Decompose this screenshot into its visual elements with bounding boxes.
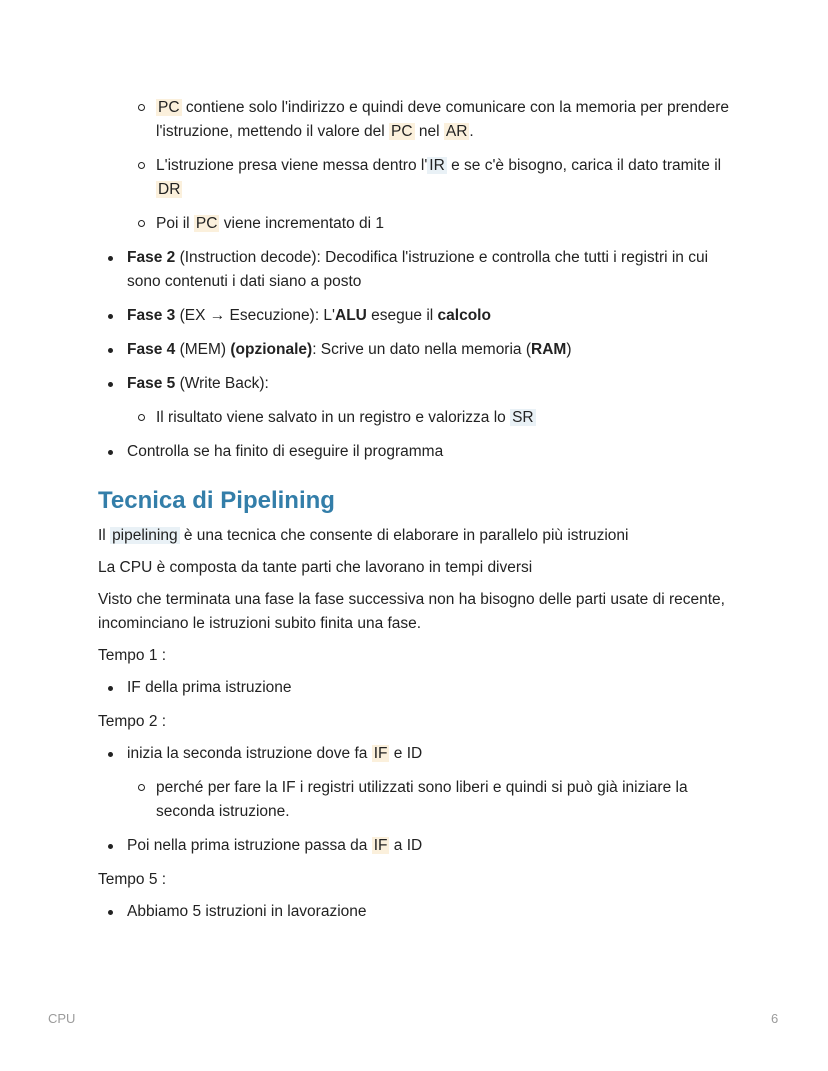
tempo-2-sublist xyxy=(98,776,738,824)
footer-title: CPU xyxy=(48,1011,76,1026)
inline-code-pc: PC xyxy=(195,215,218,232)
paragraph: Il pipelining è una tecnica che consente di elaborare in parallelo più istruzioni xyxy=(98,527,629,544)
inline-code-dr: DR xyxy=(158,181,181,198)
inline-code-sr: SR xyxy=(512,409,534,426)
page-number: 6 xyxy=(771,1011,779,1026)
list-item-fase-2: Fase 2 (Instruction decode): Decodifica l'istruzione e controlla che tutti i registri in cui sono contenuti i dati siano a posto xyxy=(98,246,738,294)
tempo-1-list xyxy=(98,676,738,700)
list-item: Il risultato viene salvato in un registro e valorizza lo SR xyxy=(98,406,738,430)
list-item-fase-3: Fase 3 (EX → Esecuzione): L'ALU esegue il calcolo xyxy=(98,304,738,328)
section-heading: Tecnica di Pipelining xyxy=(98,487,335,514)
list-item: L'istruzione presa viene messa dentro l' IR e se c'è bisogno, carica il dato tramite il DR xyxy=(98,154,738,202)
list-item-fase-4: Fase 4 (MEM) (opzionale): Scrive un dato nella memoria (RAM) xyxy=(98,338,738,362)
paragraph: Visto che terminata una fase la fase successiva non ha bisogno delle parti usate di recente, incominciano le istruzioni subito finita una fase. xyxy=(98,591,725,632)
list-item: Abbiamo 5 istruzioni in lavorazione xyxy=(98,900,738,924)
page-content xyxy=(98,96,738,934)
fase-5-sublist xyxy=(98,406,738,430)
phases-list xyxy=(98,246,738,464)
inline-code-ir: IR xyxy=(429,157,445,174)
paragraph: La CPU è composta da tante parti che lavorano in tempi diversi xyxy=(98,559,533,576)
list-item: PC contiene solo l'indirizzo e quindi deve comunicare con la memoria per prendere l'istruzione, mettendo il valore del PC nel AR . xyxy=(98,96,738,144)
tempo-2-label: Tempo 2 : xyxy=(98,713,167,730)
fetch-sublist xyxy=(98,96,738,236)
tempo-5-label: Tempo 5 : xyxy=(98,871,167,888)
list-item-fase-5: Fase 5 (Write Back): Il risultato viene salvato in un registro e valorizza lo SR xyxy=(98,372,738,430)
list-item: perché per fare la IF i registri utilizzati sono liberi e quindi si può già iniziare la seconda istruzione. xyxy=(98,776,738,824)
inline-code-ar: AR xyxy=(445,123,468,140)
inline-code-if: IF xyxy=(373,837,388,854)
list-item-controlla: Controlla se ha finito di eseguire il programma xyxy=(98,440,738,464)
inline-code-pc: PC xyxy=(158,99,180,116)
tempo-2-list xyxy=(98,742,738,858)
inline-code-if: IF xyxy=(373,745,388,762)
list-item: Poi nella prima istruzione passa da IF a ID xyxy=(98,834,738,858)
tempo-5-list xyxy=(98,900,738,924)
inline-code-pc: PC xyxy=(391,123,413,140)
tempo-1-label: Tempo 1 : xyxy=(98,647,167,664)
list-item: inizia la seconda istruzione dove fa IF e ID perché per fare la IF i registri utilizzati sono liberi e quindi si può già iniziare la seconda istruzione. xyxy=(98,742,738,824)
inline-term-pipelining: pipelining xyxy=(112,527,178,544)
list-item: IF della prima istruzione xyxy=(98,676,738,700)
list-item: Poi il PC viene incrementato di 1 xyxy=(98,212,738,236)
